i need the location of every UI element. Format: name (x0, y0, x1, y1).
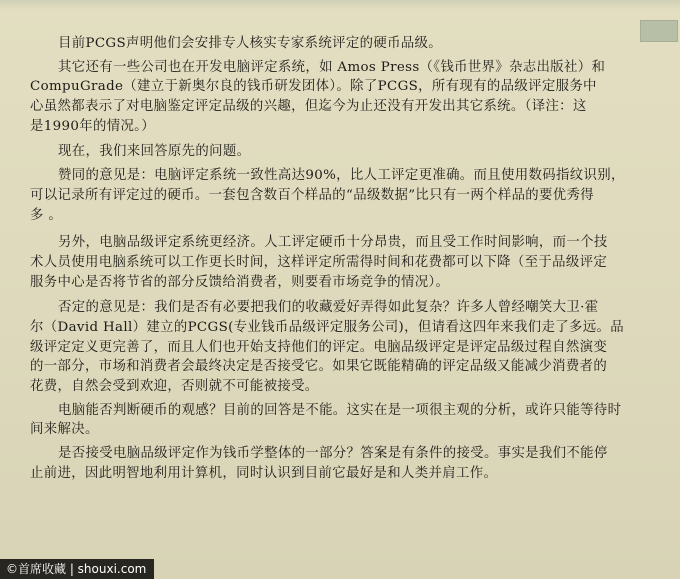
paragraph (30, 58, 666, 137)
text-line: 另外，电脑品级评定系统更经济。人工评定硬币十分昂贵，而且受工作时间影响，而一个技 (58, 235, 608, 251)
paragraph (30, 401, 666, 440)
text-line: 是否接受电脑品级评定作为钱币学整体的一部分？答案是有条件的接受。事实是我们不能停 (58, 446, 608, 462)
text-line: 电脑能否判断硬币的观感？目前的回答是不能。这实在是一项很主观的分析，或许只能等待时 (58, 402, 622, 418)
text-line: 的一部分，市场和消费者会最终决定是否接受它。如果它既能精确的评定品级又能减少消费者的 (30, 359, 608, 375)
paragraph (30, 233, 666, 292)
text-line: 止前进，因此明智地利用计算机，同时认识到目前它最好是和人类并肩工作。 (30, 465, 498, 481)
text-line: 花费，自然会受到欢迎，否则就不可能被接受。 (30, 379, 319, 394)
text-line: 目前PCGS声明他们会安排专人核实专家系统评定的硬币品级。 (58, 36, 443, 51)
paragraph (30, 166, 666, 225)
text-line: 赞同的意见是：电脑评定系统一致性高达90%，比人工评定更准确。而且使用数码指纹识别， (58, 168, 625, 184)
text-line: 否定的意见是：我们是否有必要把我们的收藏爱好弄得如此复杂？许多人曾经嘲笑大卫·霍 (58, 300, 599, 316)
text-line: 间来解决。 (30, 422, 99, 438)
site-watermark: ©首席收藏 | shouxi.com (0, 559, 154, 579)
page-edge-shadow (0, 0, 680, 10)
text-line: 是1990年的情况。） (30, 118, 155, 134)
paragraph (30, 142, 666, 162)
text-line: 尔（David Hall）建立的PCGS(专业钱币品级评定服务公司)，但请看这四年来我们走了多远。品 (30, 319, 624, 335)
paragraph (30, 34, 666, 54)
text-line: 多 。 (30, 207, 63, 223)
article-body (30, 34, 666, 483)
text-line: 级评定定义更完善了，而且人们也开始支持他们的评定。电脑品级评定是评定品级过程自然演变 (30, 339, 608, 355)
text-line: CompuGrade（建立于新奥尔良的钱币研发团体）。除了PCGS，所有现有的品级评定服务中 (30, 79, 597, 95)
text-line: 可以记录所有评定过的硬币。一套包含数百个样品的“品级数据”比只有一两个样品的要优秀得 (30, 187, 595, 203)
text-line: 现在，我们来回答原先的问题。 (58, 144, 251, 160)
text-line: 术人员使用电脑系统可以工作更长时间，这样评定所需得时间和花费都可以下降（至于品级评定 (30, 254, 608, 270)
text-line: 服务中心是否将节省的部分反馈给消费者，则要看市场竞争的情况）。 (30, 274, 450, 290)
paragraph (30, 444, 666, 483)
paragraph (30, 298, 666, 396)
text-line: 其它还有一些公司也在开发电脑评定系统，如 Amos Press（《钱币世界》杂志出版社）和 (58, 59, 606, 75)
text-line: 心虽然都表示了对电脑鉴定评定品级的兴趣，但迄今为止还没有开发出其它系统。（译注：这 (30, 99, 587, 115)
